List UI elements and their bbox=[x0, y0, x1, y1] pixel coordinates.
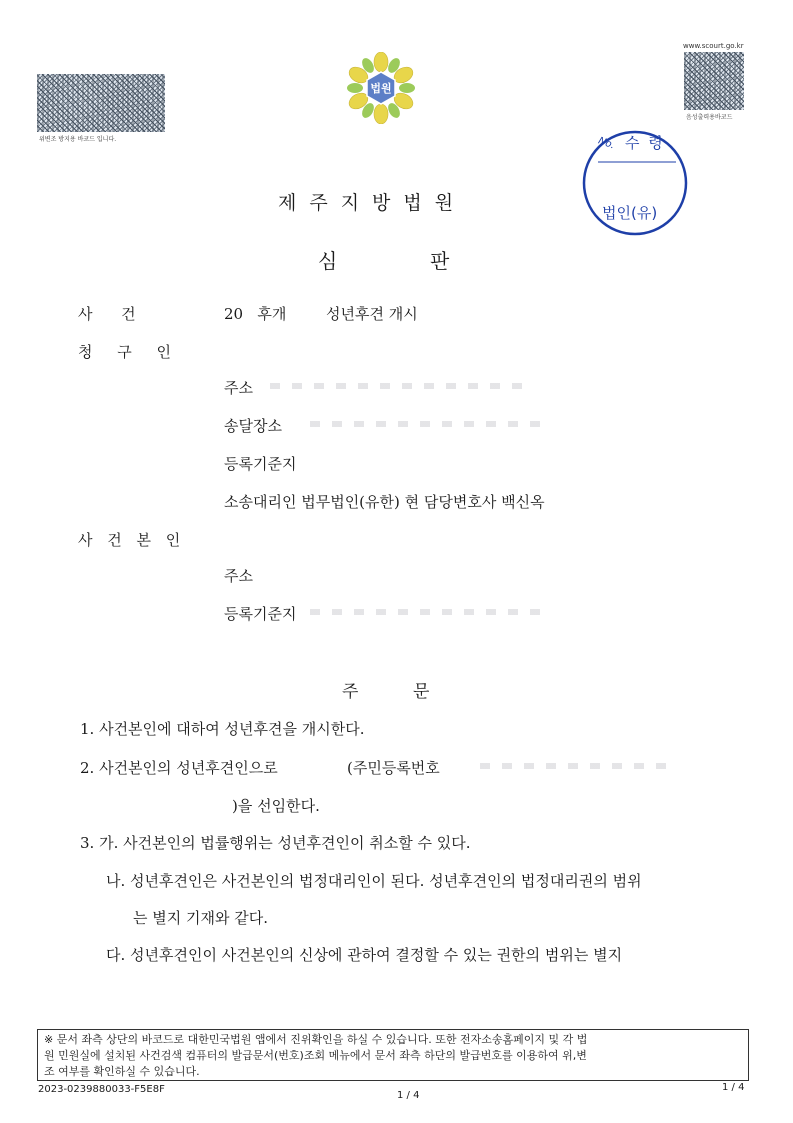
notice-line-2: 원 민원실에 설치된 사건검색 컴퓨터의 발급문서(번호)조회 메뉴에서 문서 좌측 하단의 발급번호를 이용하여 위,변 bbox=[44, 1049, 587, 1062]
stamp-no: No. bbox=[596, 135, 617, 152]
authenticity-barcode bbox=[37, 74, 165, 132]
ruling-item-3-na: 나. 성년후견인은 사건본인의 법정대리인이 된다. 성년후견인의 법정대리권의 범위 bbox=[106, 872, 642, 890]
case-label bbox=[78, 303, 136, 324]
stamp-bottom: 법인(유) bbox=[602, 204, 658, 222]
ruling-item-1: 1. 사건본인에 대하여 성년후견을 개시한다. bbox=[80, 720, 365, 738]
ruling-item-3-ga: 3. 가. 사건본인의 법률행위는 성년후견인이 취소할 수 있다. bbox=[80, 834, 471, 852]
redacted-registry bbox=[310, 609, 540, 615]
ruling-item-2a: 2. 사건본인의 성년후견인으로 bbox=[80, 759, 278, 777]
court-emblem bbox=[345, 52, 417, 124]
court-name: 제주지방법원 bbox=[278, 192, 467, 214]
petitioner-registry-label: 등록기준지 bbox=[224, 455, 297, 473]
ruling-item-2b: (주민등록번호 bbox=[347, 759, 440, 777]
petitioner-delivery-label: 송달장소 bbox=[224, 417, 282, 435]
receipt-stamp bbox=[580, 128, 690, 238]
petitioner-agent: 소송대리인 법무법인(유한) 현 담당변호사 백신옥 bbox=[224, 493, 545, 511]
verification-notice bbox=[37, 1029, 749, 1081]
petitioner-address-label: 주소 bbox=[224, 379, 253, 397]
emblem-text: 법원 bbox=[370, 82, 392, 95]
case-number: 20 후개 bbox=[224, 305, 287, 323]
issue-number: 2023-0239880033-F5E8F bbox=[38, 1084, 165, 1095]
case-label-text: 사 건 bbox=[78, 305, 136, 323]
page-number-center: 1 / 4 bbox=[397, 1090, 420, 1101]
redacted-id bbox=[480, 763, 670, 769]
ruling-title-left: 주 bbox=[342, 682, 359, 702]
ruling-item-3-na-cont: 는 별지 기재와 같다. bbox=[133, 909, 268, 927]
redacted-delivery bbox=[310, 421, 540, 427]
barcode-left-caption: 위변조 방지용 바코드 입니다. bbox=[39, 136, 117, 143]
notice-line-1: ※ 문서 좌측 상단의 바코드로 대한민국법원 앱에서 진위확인을 하실 수 있습니다. 또한 전자소송홈페이지 및 각 법 bbox=[44, 1033, 588, 1046]
stamp-top: 수 령 bbox=[625, 134, 665, 152]
case-name: 성년후견 개시 bbox=[326, 305, 418, 323]
barcode-right-caption: 음성출력용바코드 bbox=[686, 114, 733, 121]
ruling-title-right: 문 bbox=[413, 682, 430, 702]
principal-address-label: 주소 bbox=[224, 567, 253, 585]
ruling-item-3-da: 다. 성년후견인이 사건본인의 신상에 관하여 결정할 수 있는 권한의 범위는 별지 bbox=[106, 946, 623, 964]
page-number-right: 1 / 4 bbox=[722, 1082, 745, 1093]
notice-line-3: 조 여부를 확인하실 수 있습니다. bbox=[44, 1065, 200, 1078]
petitioner-label: 청 구 인 bbox=[78, 343, 182, 361]
doc-type-left: 심 bbox=[318, 249, 338, 273]
audio-barcode bbox=[684, 52, 744, 110]
principal-registry-label: 등록기준지 bbox=[224, 605, 297, 623]
doc-type-right: 판 bbox=[430, 249, 450, 273]
redacted-address bbox=[270, 383, 530, 389]
principal-label: 사 건 본 인 bbox=[78, 531, 186, 549]
ruling-item-2c: )을 선임한다. bbox=[232, 797, 320, 815]
barcode-right-url: www.scourt.go.kr bbox=[683, 42, 744, 50]
